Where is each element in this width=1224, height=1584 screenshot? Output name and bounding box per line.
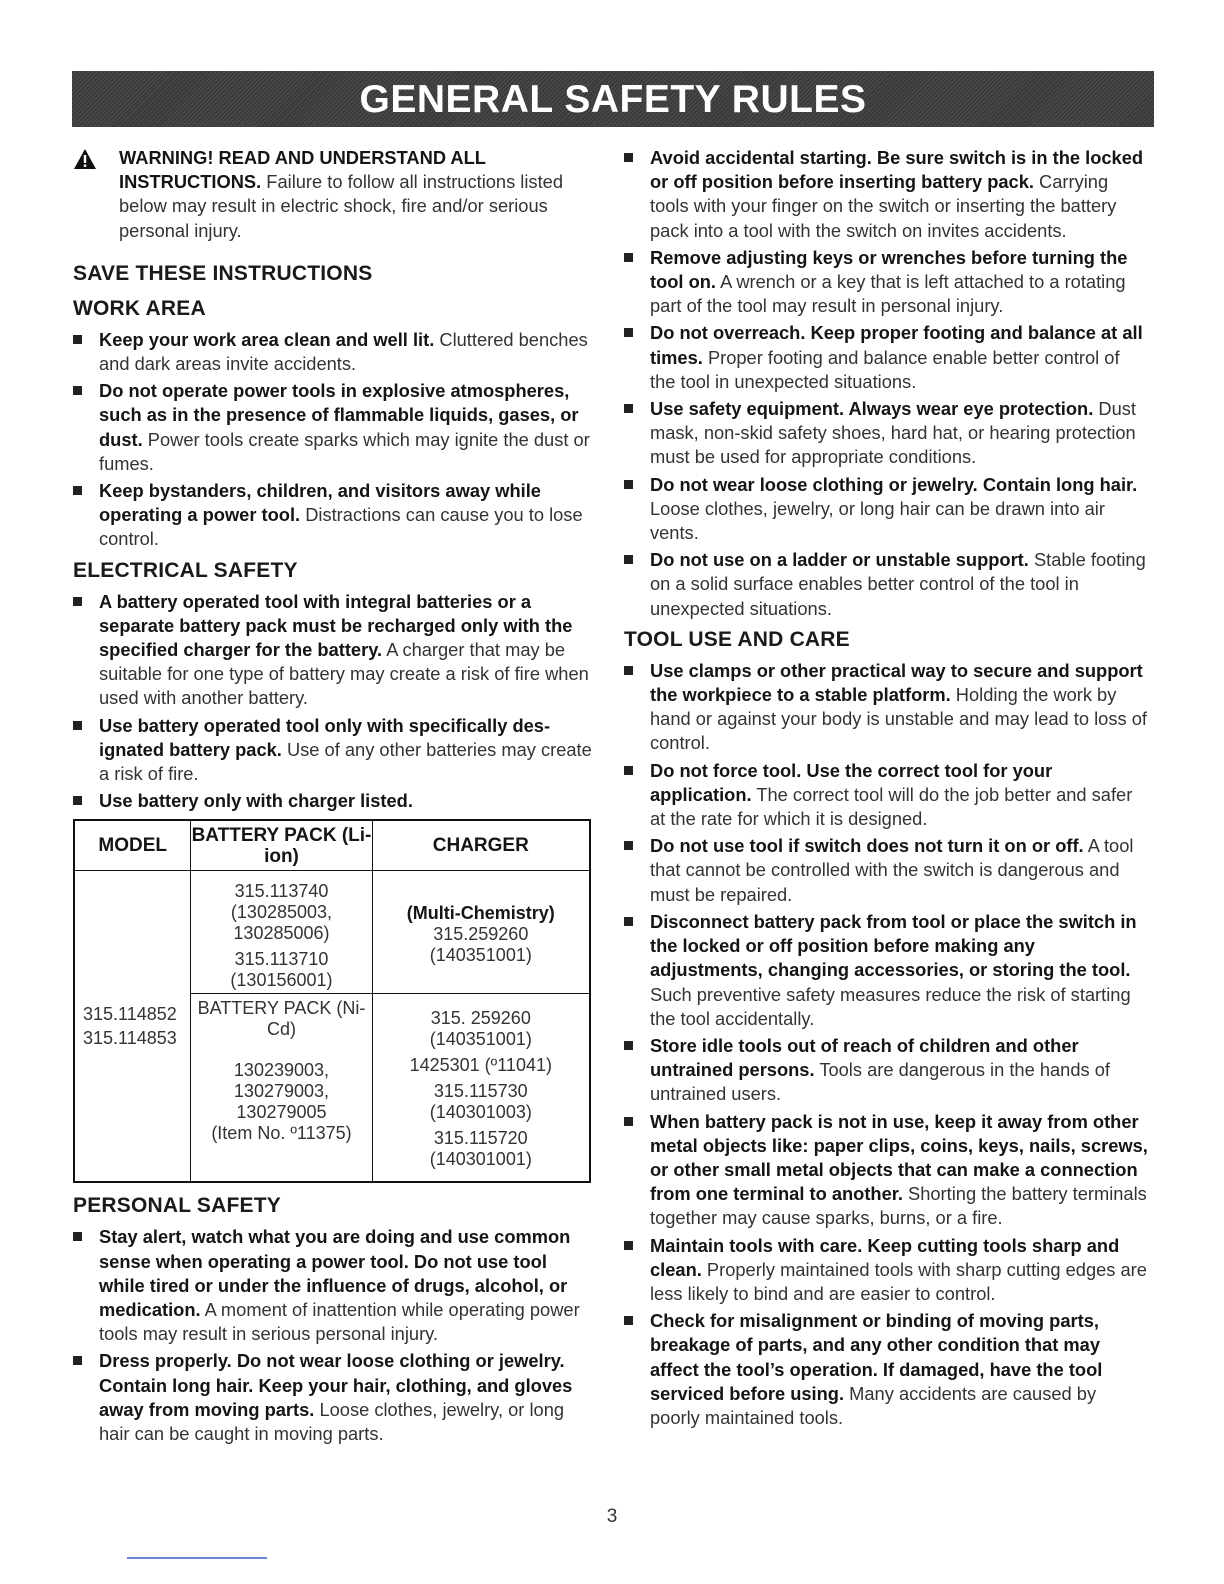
liion-charger-cell: (Multi-Chemistry) 315.259260 (140351001) [372, 870, 590, 993]
table-header-model: MODEL [74, 820, 191, 870]
bullet-square-icon [73, 386, 82, 395]
list-item: Maintain tools with care. Keep cutting tools sharp and clean. Properly maintained tools with sharp cutting edges are less likely to bind and are easier to control. [624, 1234, 1149, 1307]
list-item: Avoid accidental starting. Be sure switch is in the locked or off position before inserting battery pack. Carrying tools with your finger on the switch or inserting the battery pack into a tool with the switch on invites accidents. [624, 146, 1149, 243]
list-item: Keep bystanders, children, and visitors away while operating a power tool. Distractions can cause you to lose control. [73, 479, 593, 552]
list-item: Check for misalignment or binding of moving parts, breakage of parts, and any other condition that may affect the tool’s operation. If damaged, have the tool serviced before using. Many accidents are caused by poorly maintained tools. [624, 1309, 1149, 1430]
table-header-charger: CHARGER [372, 820, 590, 870]
bullet-square-icon [624, 766, 633, 775]
list-item: Do not force tool. Use the correct tool for your application. The correct tool will do the job better and safer at the rate for which it is designed. [624, 759, 1149, 832]
list-item: Use battery only with charger listed. [73, 789, 593, 813]
list-item: Do not operate power tools in explosive atmospheres, such as in the presence of flammable liquids, gases, or dust. Power tools create sparks which may ignite the dust or fumes. [73, 379, 593, 476]
list-item: Use safety equipment. Always wear eye protection. Dust mask, non-skid safety shoes, hard hat, or hearing protection must be used for appropriate conditions. [624, 397, 1149, 470]
save-instructions-heading: SAVE THESE INSTRUCTIONS [73, 261, 373, 285]
list-item: Store idle tools out of reach of children and other untrained persons. Tools are dangerous in the hands of untrained users. [624, 1034, 1149, 1107]
bullet-square-icon [624, 666, 633, 675]
electrical-safety-heading: ELECTRICAL SAFETY [73, 558, 298, 582]
bullet-square-icon [624, 917, 633, 926]
bullet-square-icon [624, 1241, 633, 1250]
bullet-square-icon [73, 721, 82, 730]
list-item: Use clamps or other practical way to secure and support the workpiece to a stable platform. Holding the work by hand or against your body is unstable and may lead to loss of control. [624, 659, 1149, 756]
bullet-square-icon [624, 1316, 633, 1325]
bullet-square-icon [73, 1232, 82, 1241]
warning-title: WARNING! READ AND UNDERSTAND ALL INSTRUCTIONS. [119, 147, 486, 193]
model-number: 315.114852 [83, 1004, 177, 1025]
list-item: A battery operated tool with integral batteries or a separate battery pack must be recharged only with the specified charger for the battery. A charger that may be suitable for one type of battery may create a risk of fire when used with another battery. [73, 590, 593, 711]
bullet-square-icon [624, 153, 633, 162]
list-item: Stay alert, watch what you are doing and use common sense when operating a power tool. Do not use tool while tired or under the influence of drugs, alcohol, or medication. A moment of inattention while operating power tools may result in serious personal injury. [73, 1225, 593, 1346]
battery-charger-table [73, 819, 591, 1183]
list-item: Use battery operated tool only with specifically designated battery pack. Use of any other batteries may create a risk of fire. [73, 714, 593, 787]
list-item: Do not use on a ladder or unstable support. Stable footing on a solid surface enables better control of the tool in unexpected situations. [624, 548, 1149, 621]
bullet-square-icon [73, 796, 82, 805]
list-item: Do not wear loose clothing or jewelry. Contain long hair. Loose clothes, jewelry, or long hair can be drawn into air vents. [624, 473, 1149, 546]
work-area-heading: WORK AREA [73, 296, 206, 320]
table-header-battery: BATTERY PACK (Li-ion) [191, 820, 372, 870]
list-item: Do not overreach. Keep proper footing and balance at all times. Proper footing and balance enable better control of the tool in unexpected situations. [624, 321, 1149, 394]
list-item: When battery pack is not in use, keep it away from other metal objects like: paper clips, coins, keys, nails, screws, or other small metal objects that can make a connection from one terminal to another. Shorting the battery terminals together may cause sparks, burns, or a fire. [624, 1110, 1149, 1231]
tool-use-heading: TOOL USE AND CARE [624, 627, 850, 651]
table-subheader-nicd: BATTERY PACK (Ni-Cd) [197, 997, 366, 1039]
left-column [73, 146, 593, 1449]
nicd-packs-cell: BATTERY PACK (Ni-Cd) 130239003, 130279003, 130279005 (Item No. º11375) [191, 993, 372, 1182]
list-item: Do not use tool if switch does not turn it on or off. A tool that cannot be controlled with the switch is dangerous and must be repaired. [624, 834, 1149, 907]
model-cell [74, 870, 191, 1182]
bullet-square-icon [624, 328, 633, 337]
list-item: Keep your work area clean and well lit. Cluttered benches and dark areas invite accidents. [73, 328, 593, 376]
footer-rule [127, 1557, 267, 1559]
bullet-square-icon [73, 1356, 82, 1365]
bullet-square-icon [73, 335, 82, 344]
bullet-square-icon [624, 841, 633, 850]
bullet-square-icon [73, 486, 82, 495]
warning-triangle-icon [73, 148, 97, 170]
bullet-square-icon [624, 1041, 633, 1050]
bullet-square-icon [73, 597, 82, 606]
warning-text: Failure to follow all instructions listed below may result in electric shock, fire and/or serious personal injury. [119, 171, 563, 241]
liion-packs-cell: 315.113740 (130285003, 130285006) 315.113710 (130156001) [191, 870, 372, 993]
bullet-square-icon [624, 253, 633, 262]
model-number: 315.114853 [83, 1028, 177, 1049]
page-number: 3 [606, 1506, 618, 1527]
personal-safety-heading: PERSONAL SAFETY [73, 1194, 281, 1218]
page-title: GENERAL SAFETY RULES [359, 77, 867, 121]
title-banner [72, 71, 1154, 127]
list-item: Remove adjusting keys or wrenches before turning the tool on. A wrench or a key that is left attached to a rotating part of the tool may result in personal injury. [624, 246, 1149, 319]
bullet-square-icon [624, 480, 633, 489]
bullet-square-icon [624, 404, 633, 413]
list-item: Dress properly. Do not wear loose clothing or jewelry. Contain long hair. Keep your hair, clothing, and gloves away from moving parts. Loose clothes, jewelry, or long hair can be caught in moving parts. [73, 1349, 593, 1446]
bullet-square-icon [624, 1117, 633, 1126]
list-item: Disconnect battery pack from tool or place the switch in the locked or off position before making any adjustments, changing accessories, or storing the tool. Such preventive safety measures reduce the risk of starting the tool accidentally. [624, 910, 1149, 1031]
nicd-charger-cell: 315. 259260 (140351001) 1425301 (º11041) 315.115730 (140301003) 315.115720 (140301001) [372, 993, 590, 1182]
bullet-square-icon [624, 555, 633, 564]
warning-block [73, 146, 593, 243]
right-column [624, 146, 1149, 1433]
